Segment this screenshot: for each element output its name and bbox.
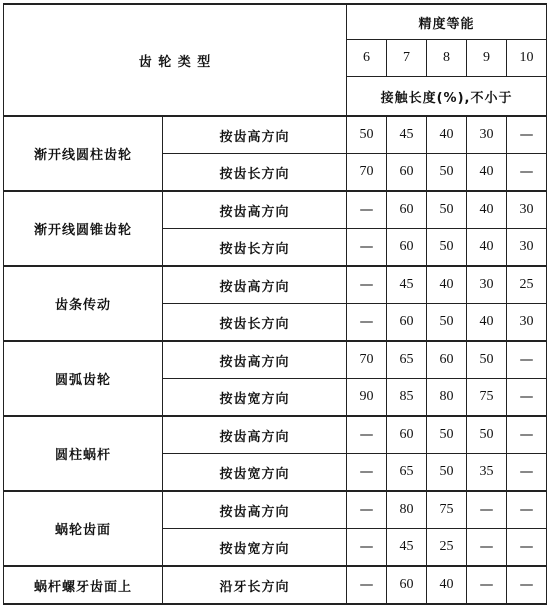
value-cell: 60 xyxy=(387,154,427,192)
value-cell: — xyxy=(347,229,387,267)
value-cell: 65 xyxy=(387,341,427,379)
grade-cell: 8 xyxy=(427,40,467,77)
value-cell: 30 xyxy=(507,304,547,342)
contact-length-header: 接触长度(%),不小于 xyxy=(347,77,547,117)
grade-cell: 10 xyxy=(507,40,547,77)
direction-cell: 按齿高方向 xyxy=(163,191,347,229)
gear-type-cell: 圆弧齿轮 xyxy=(4,341,163,416)
value-cell: 60 xyxy=(387,566,427,604)
table-row xyxy=(4,566,547,604)
value-cell: 25 xyxy=(427,529,467,567)
value-cell: 30 xyxy=(507,229,547,267)
direction-cell: 按齿高方向 xyxy=(163,266,347,304)
value-cell: 90 xyxy=(347,379,387,417)
value-cell: 60 xyxy=(387,229,427,267)
value-cell: 80 xyxy=(387,491,427,529)
value-cell: 25 xyxy=(507,266,547,304)
direction-cell: 按齿高方向 xyxy=(163,491,347,529)
value-cell: — xyxy=(507,154,547,192)
value-cell: 45 xyxy=(387,116,427,154)
value-cell: 50 xyxy=(427,304,467,342)
value-cell: — xyxy=(467,566,507,604)
value-cell: 40 xyxy=(467,304,507,342)
value-cell: 35 xyxy=(467,454,507,492)
value-cell: — xyxy=(347,454,387,492)
value-cell: 40 xyxy=(467,154,507,192)
value-cell: 45 xyxy=(387,266,427,304)
value-cell: 40 xyxy=(467,191,507,229)
gear-type-cell: 圆柱蜗杆 xyxy=(4,416,163,491)
header-row-precision xyxy=(4,4,547,40)
value-cell: 30 xyxy=(467,266,507,304)
value-cell: 60 xyxy=(387,416,427,454)
table-row xyxy=(4,491,547,529)
direction-cell: 按齿宽方向 xyxy=(163,454,347,492)
value-cell: — xyxy=(347,491,387,529)
value-cell: 60 xyxy=(387,191,427,229)
value-cell: — xyxy=(507,416,547,454)
value-cell: 75 xyxy=(467,379,507,417)
direction-cell: 按齿高方向 xyxy=(163,416,347,454)
value-cell: 50 xyxy=(427,154,467,192)
value-cell: 50 xyxy=(427,454,467,492)
value-cell: 50 xyxy=(347,116,387,154)
gear-type-cell: 齿条传动 xyxy=(4,266,163,341)
value-cell: 50 xyxy=(427,416,467,454)
value-cell: 40 xyxy=(427,266,467,304)
value-cell: — xyxy=(347,529,387,567)
value-cell: 70 xyxy=(347,154,387,192)
value-cell: — xyxy=(467,491,507,529)
value-cell: 30 xyxy=(507,191,547,229)
value-cell: — xyxy=(347,304,387,342)
value-cell: 60 xyxy=(387,304,427,342)
value-cell: 50 xyxy=(467,416,507,454)
direction-cell: 沿牙长方向 xyxy=(163,566,347,604)
value-cell: — xyxy=(507,529,547,567)
value-cell: 50 xyxy=(467,341,507,379)
value-cell: 70 xyxy=(347,341,387,379)
direction-cell: 按齿高方向 xyxy=(163,341,347,379)
value-cell: — xyxy=(467,529,507,567)
gear-type-cell: 蜗轮齿面 xyxy=(4,491,163,566)
value-cell: — xyxy=(347,266,387,304)
gear-type-cell: 渐开线圆锥齿轮 xyxy=(4,191,163,266)
value-cell: 40 xyxy=(427,116,467,154)
value-cell: 65 xyxy=(387,454,427,492)
value-cell: — xyxy=(507,491,547,529)
table-row xyxy=(4,266,547,304)
value-cell: — xyxy=(347,191,387,229)
direction-cell: 按齿长方向 xyxy=(163,154,347,192)
value-cell: — xyxy=(347,566,387,604)
contact-length-table xyxy=(3,3,547,605)
direction-cell: 按齿宽方向 xyxy=(163,529,347,567)
table-row xyxy=(4,116,547,154)
value-cell: — xyxy=(507,116,547,154)
value-cell: — xyxy=(507,566,547,604)
grade-cell: 9 xyxy=(467,40,507,77)
direction-cell: 按齿高方向 xyxy=(163,116,347,154)
direction-cell: 按齿长方向 xyxy=(163,229,347,267)
value-cell: 85 xyxy=(387,379,427,417)
gear-type-cell: 渐开线圆柱齿轮 xyxy=(4,116,163,191)
value-cell: — xyxy=(507,379,547,417)
grade-cell: 6 xyxy=(347,40,387,77)
value-cell: 60 xyxy=(427,341,467,379)
grade-cell: 7 xyxy=(387,40,427,77)
direction-cell: 按齿宽方向 xyxy=(163,379,347,417)
value-cell: — xyxy=(507,341,547,379)
gear-type-header: 齿 轮 类 型 xyxy=(4,4,347,116)
value-cell: — xyxy=(507,454,547,492)
value-cell: 80 xyxy=(427,379,467,417)
table-row xyxy=(4,416,547,454)
value-cell: 40 xyxy=(467,229,507,267)
value-cell: 45 xyxy=(387,529,427,567)
gear-type-cell: 蜗杆螺牙齿面上 xyxy=(4,566,163,604)
table-row xyxy=(4,191,547,229)
value-cell: 30 xyxy=(467,116,507,154)
value-cell: 40 xyxy=(427,566,467,604)
precision-grade-header: 精度等能 xyxy=(347,4,547,40)
direction-cell: 按齿长方向 xyxy=(163,304,347,342)
value-cell: 50 xyxy=(427,191,467,229)
table-row xyxy=(4,341,547,379)
value-cell: — xyxy=(347,416,387,454)
value-cell: 75 xyxy=(427,491,467,529)
value-cell: 50 xyxy=(427,229,467,267)
